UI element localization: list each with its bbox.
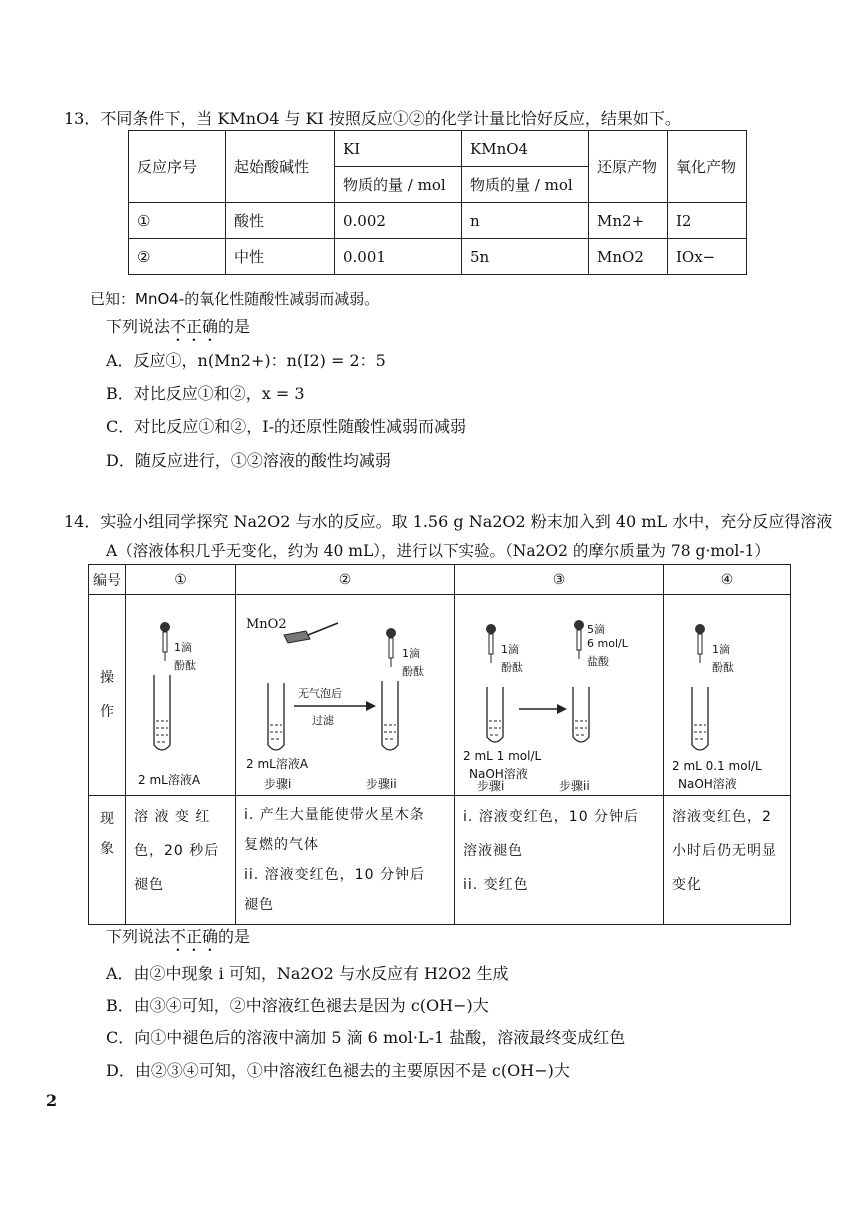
test-tube-icon <box>382 681 398 750</box>
q14-op-3 <box>455 595 664 796</box>
q13-cell-ki: 0.002 <box>335 203 462 239</box>
q14-phen-1 <box>126 796 236 925</box>
q14-col-4: ④ <box>664 565 791 595</box>
q13-option-b: B．对比反应①和②，x = 3 <box>106 384 305 403</box>
exp3-reagent2-label: 盐酸 <box>587 655 609 668</box>
exp2-step2-label: 步骤ii <box>366 777 397 791</box>
q13-table <box>128 130 747 275</box>
phen-line: 溶 液 变 红 <box>134 809 211 825</box>
page-number: 2 <box>46 1091 58 1110</box>
dropper-icon <box>386 628 396 667</box>
phen-line: 溶液褪色 <box>463 843 523 859</box>
q14-phen-label: 现象 <box>89 796 126 925</box>
exp1-reagent-label: 酚酞 <box>174 659 196 672</box>
q13-cell-seq: ② <box>129 239 226 275</box>
exp1-sample-label: 2 mL溶液A <box>138 773 201 787</box>
exp3-step2-label: 步骤ii <box>559 779 590 793</box>
phen-line: 小时后仍无明显 <box>672 843 777 859</box>
dropper-icon <box>160 622 170 661</box>
exp2-arrow-bottom-label: 过滤 <box>312 714 334 727</box>
q14-col-label: 编号 <box>89 565 126 595</box>
q13-header-reduced: 还原产物 <box>589 131 668 203</box>
q13-header-ki: KI <box>335 131 462 167</box>
q14-col-2: ② <box>236 565 455 595</box>
phen-line: 色，20 秒后 <box>134 843 220 859</box>
exp4-sample1-label: 2 mL 0.1 mol/L <box>672 759 762 773</box>
q13-header-ki-sub: 物质的量 / mol <box>335 167 462 203</box>
q14-stem-text1: 实验小组同学探究 Na2O2 与水的反应。取 1.56 g Na2O2 粉末加入到 40 mL 水中，充分反应得溶液 <box>100 512 833 531</box>
exp2-sample-label: 2 mL溶液A <box>246 757 309 771</box>
q13-cell-kmno4: n <box>462 203 589 239</box>
phen-line: 褪色 <box>134 877 164 893</box>
q13-option-c: C．对比反应①和②，I-的还原性随酸性减弱而减弱 <box>106 417 466 436</box>
q14-option-d: D．由②③④可知，①中溶液红色褪去的主要原因不是 c(OH−)大 <box>106 1061 570 1080</box>
q14-option-c: C．向①中褪色后的溶液中滴加 5 滴 6 mol·L-1 盐酸，溶液最终变成红色 <box>106 1028 626 1047</box>
phen-line: i. 产生大量能使带火星木条 <box>244 807 425 823</box>
q13-option-d: D．随反应进行，①②溶液的酸性均减弱 <box>106 451 391 470</box>
exp2-reagent-label: 酚酞 <box>402 665 424 678</box>
q13-header-kmno4-sub: 物质的量 / mol <box>462 167 589 203</box>
phen-line: ii. 变红色 <box>463 877 529 893</box>
exp1-drop-label: 1滴 <box>174 641 192 654</box>
q13-header-acidity: 起始酸碱性 <box>226 131 335 203</box>
q14-op-2 <box>236 595 455 796</box>
q13-header-oxidized: 氧化产物 <box>668 131 747 203</box>
q13-prompt-post: 的是 <box>218 317 251 336</box>
q14-op-4 <box>664 595 791 796</box>
spatula-icon <box>284 623 338 643</box>
q13-prompt-pre: 下列说法 <box>106 317 171 336</box>
q13-header-seq: 反应序号 <box>129 131 226 203</box>
q14-prompt <box>106 926 250 955</box>
q13-cell-acidity: 中性 <box>226 239 335 275</box>
q13-cell-oxidized: I2 <box>668 203 747 239</box>
q14-prompt-emphasis: 不正确 <box>170 927 219 946</box>
q14-option-b: B．由③④可知，②中溶液红色褪去是因为 c(OH−)大 <box>106 996 489 1015</box>
exp2-step1-label: 步骤i <box>264 777 292 791</box>
q13-stem-text: 不同条件下，当 KMnO4 与 KI 按照反应①②的化学计量比恰好反应，结果如下。 <box>100 109 681 128</box>
q13-cell-ki: 0.001 <box>335 239 462 275</box>
test-tube-icon <box>154 675 170 750</box>
test-tube-icon <box>573 687 589 742</box>
exp4-sample2-label: NaOH溶液 <box>678 777 737 791</box>
q14-option-a: A．由②中现象 i 可知，Na2O2 与水反应有 H2O2 生成 <box>106 964 509 983</box>
phen-line: 变化 <box>672 877 702 893</box>
q13-option-a: A．反应①，n(Mn2+)：n(I2) = 2：5 <box>106 351 386 370</box>
q14-op-label: 操作 <box>89 595 126 796</box>
dropper-and-tube-figure <box>126 595 233 791</box>
phen-line: i. 溶液变红色，10 分钟后 <box>463 809 640 825</box>
q13-stem <box>64 108 681 130</box>
q13-cell-reduced: Mn2+ <box>589 203 668 239</box>
exp2-drop-label: 1滴 <box>402 647 420 660</box>
table-row <box>129 239 747 275</box>
dropper-icon <box>695 624 705 663</box>
dropper-icon <box>486 624 496 663</box>
exp2-arrow-top-label: 无气泡后 <box>298 687 342 700</box>
q14-col-1: ① <box>126 565 236 595</box>
exp4-drop-label: 1滴 <box>712 643 730 656</box>
exp3-sample2-label: NaOH溶液 <box>469 767 528 781</box>
q14-prompt-post: 的是 <box>218 927 251 946</box>
q13-cell-reduced: MnO2 <box>589 239 668 275</box>
q13-known: 已知：MnO4-的氧化性随酸性减弱而减弱。 <box>90 290 380 308</box>
table-row <box>129 203 747 239</box>
q14-stem-line2: A（溶液体积几乎无变化，约为 40 mL），进行以下实验。（Na2O2 的摩尔质量为 78 g·mol-1） <box>106 542 770 560</box>
test-tube-icon <box>268 683 284 750</box>
q13-number: 13． <box>64 109 101 128</box>
arrow-icon <box>294 701 376 711</box>
phen-line: 褪色 <box>244 897 274 913</box>
q14-col-3: ③ <box>455 565 664 595</box>
q13-prompt <box>106 316 250 345</box>
arrow-icon <box>519 704 567 714</box>
exp3-drop1-label: 1滴 <box>501 643 519 656</box>
exp2-solid-label: MnO2 <box>246 617 287 632</box>
exp3-conc-label: 6 mol/L <box>587 637 628 650</box>
q14-op-1 <box>126 595 236 796</box>
phen-line: 复燃的气体 <box>244 837 319 853</box>
q14-phen-3 <box>455 796 664 925</box>
q14-number: 14． <box>64 512 101 531</box>
phen-line: 溶液变红色，2 <box>672 809 772 825</box>
exp3-drop2-label: 5滴 <box>587 623 605 636</box>
dropper-icon <box>574 620 584 659</box>
q13-cell-acidity: 酸性 <box>226 203 335 239</box>
q13-prompt-emphasis: 不正确 <box>170 317 219 336</box>
q13-cell-seq: ① <box>129 203 226 239</box>
q14-prompt-pre: 下列说法 <box>106 927 171 946</box>
q13-header-kmno4: KMnO4 <box>462 131 589 167</box>
q13-cell-kmno4: 5n <box>462 239 589 275</box>
q13-cell-oxidized: IOx− <box>668 239 747 275</box>
exp3-sample1-label: 2 mL 1 mol/L <box>463 749 542 763</box>
exp4-reagent-label: 酚酞 <box>712 661 734 674</box>
test-tube-icon <box>487 687 503 742</box>
exp3-step1-label: 步骤i <box>477 779 505 793</box>
exp3-reagent1-label: 酚酞 <box>501 661 523 674</box>
q14-stem-line1 <box>64 511 832 533</box>
q14-phen-4 <box>664 796 791 925</box>
q14-table <box>88 564 791 925</box>
test-tube-icon <box>692 687 708 750</box>
phen-line: ii. 溶液变红色，10 分钟后 <box>244 867 425 883</box>
q14-phen-2 <box>236 796 455 925</box>
